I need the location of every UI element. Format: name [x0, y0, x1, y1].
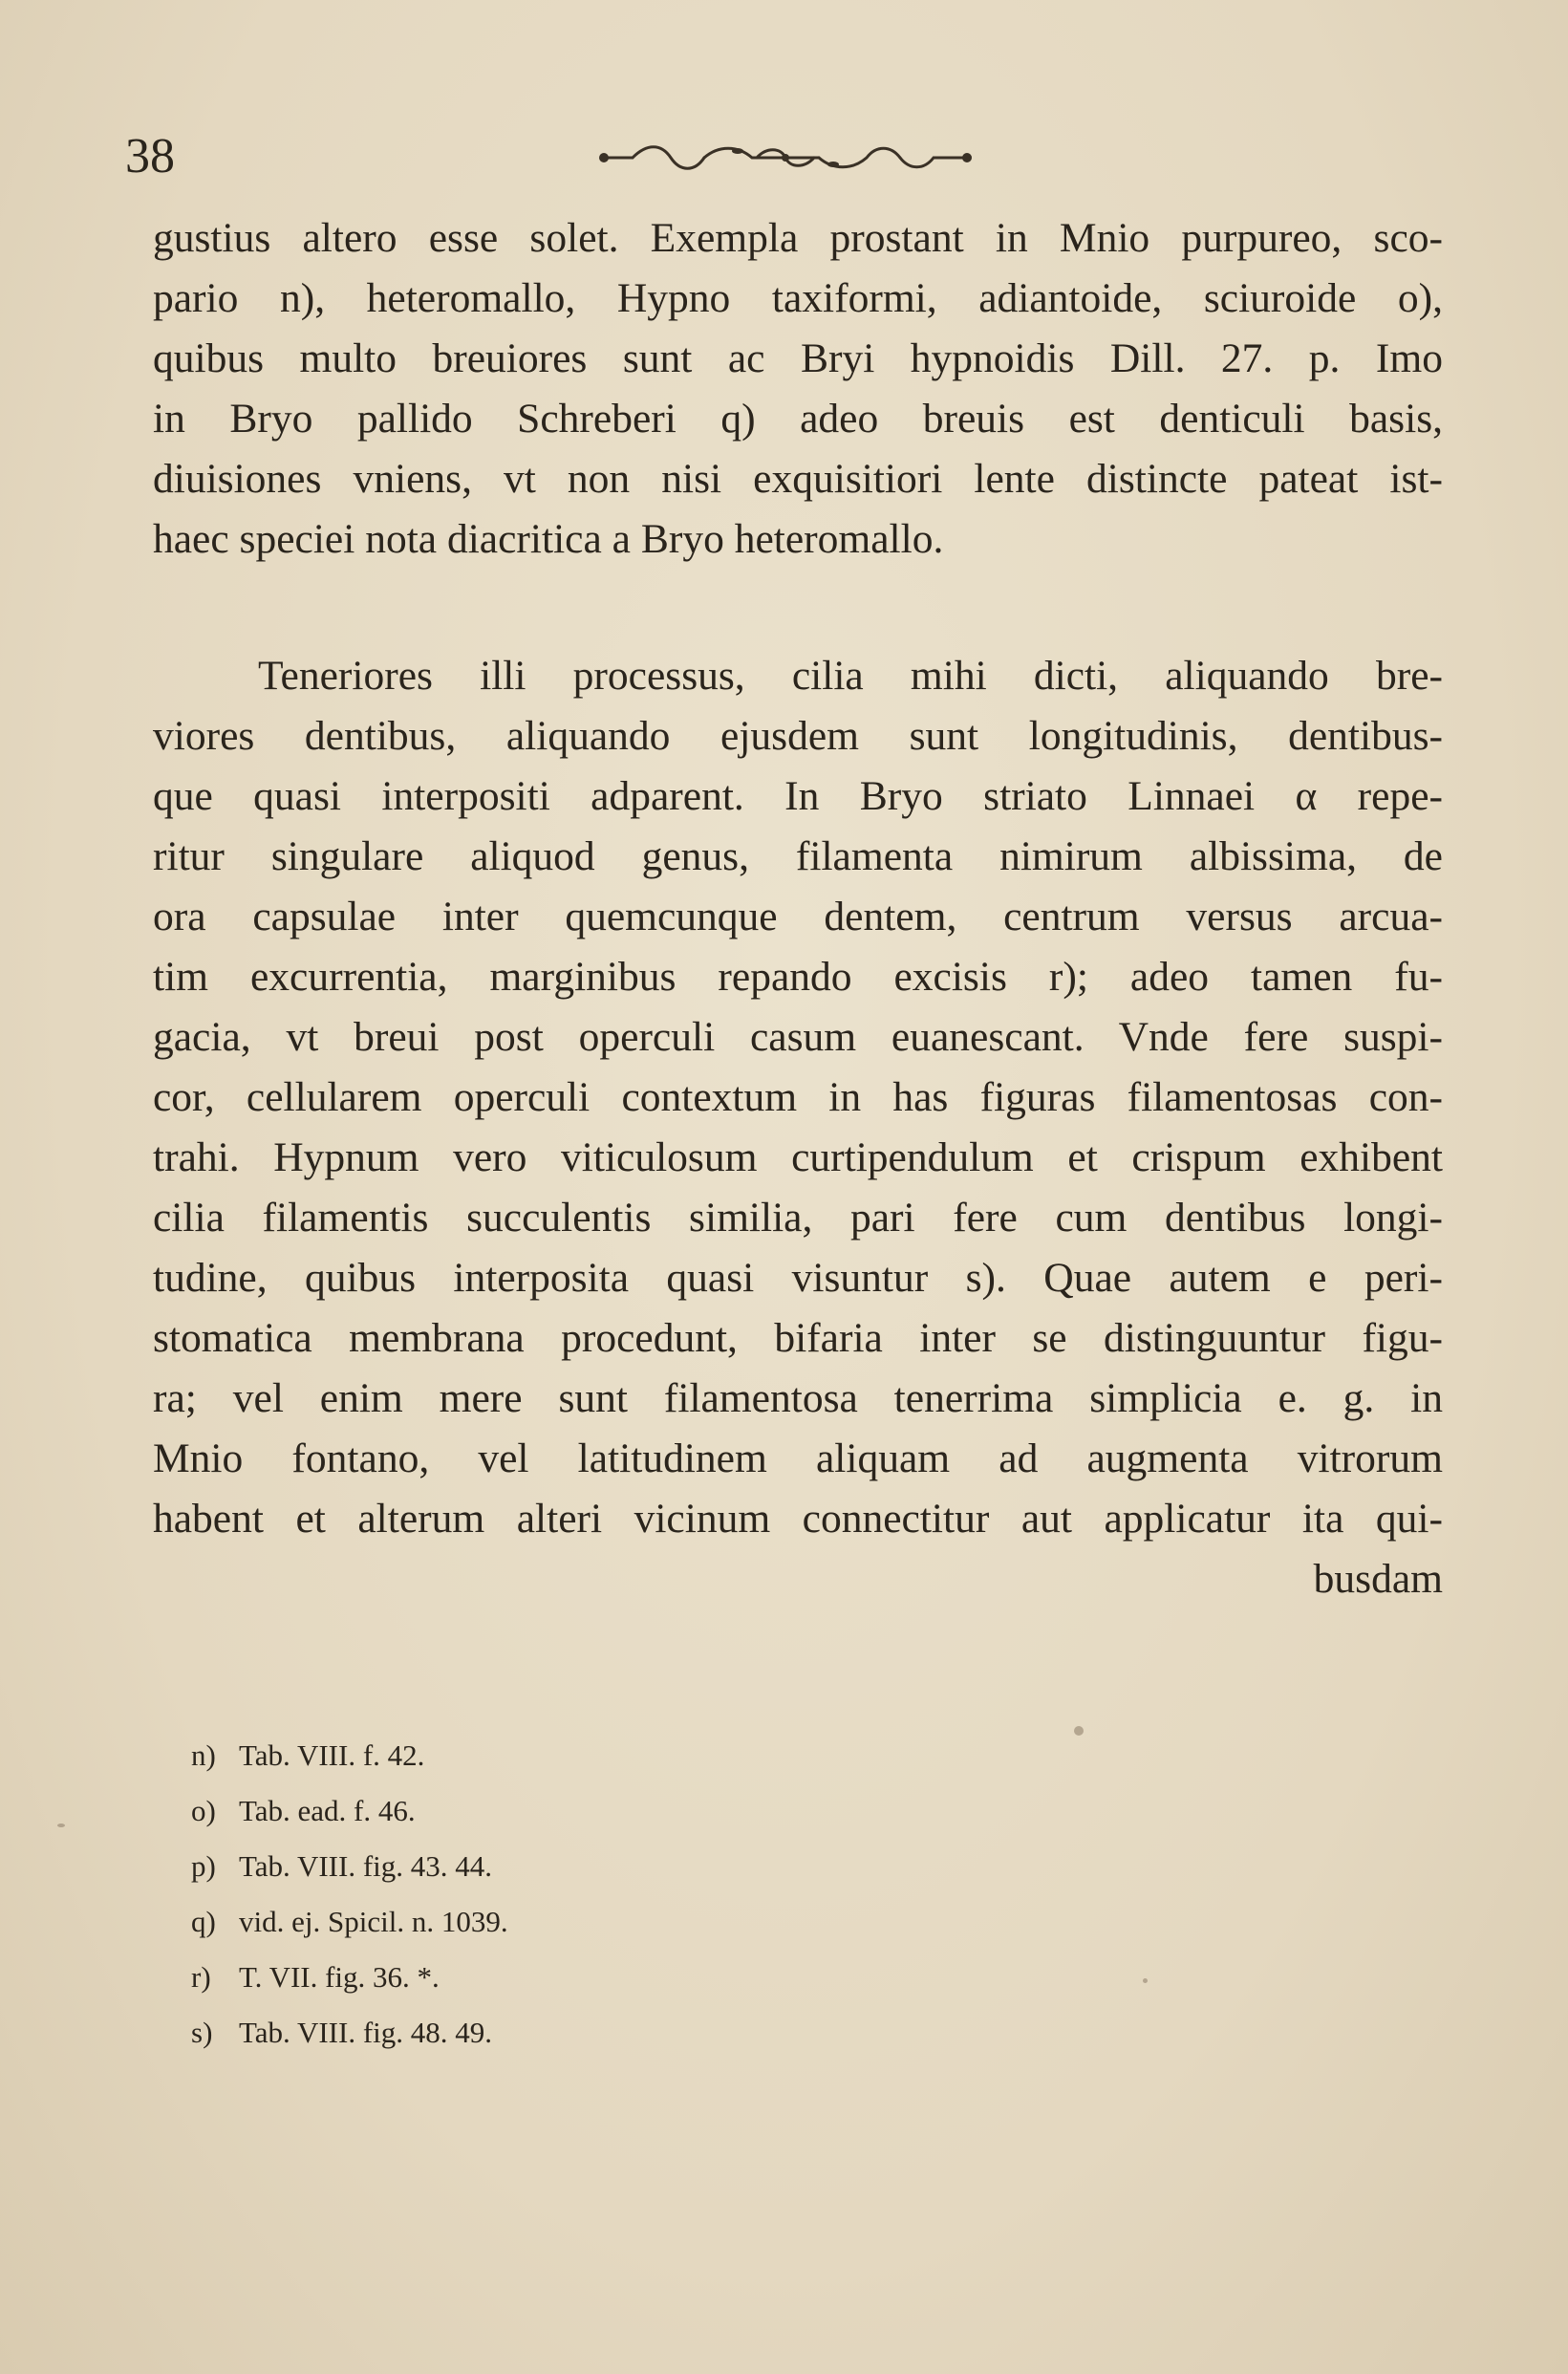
- text-line: haec speciei nota diacritica a Bryo heteromallo.: [153, 516, 944, 562]
- text-line: Mnio fontano, vel latitudinem aliquam ad augmenta vitrorum: [153, 1435, 1443, 1481]
- paper-speck: [1074, 1726, 1084, 1736]
- footnote-mark: o): [191, 1794, 216, 1827]
- footnote: [191, 2005, 508, 2061]
- text-line: trahi. Hypnum vero viticulosum curtipendulum et crispum exhibent: [153, 1134, 1443, 1180]
- text-line: Teneriores illi processus, cilia mihi dicti, aliquando bre-: [258, 653, 1443, 699]
- page-number: 38: [125, 129, 175, 183]
- text-line: quibus multo breuiores sunt ac Bryi hypnoidis Dill. 27. p. Imo: [153, 335, 1443, 381]
- paper-speck: [1143, 1978, 1148, 1983]
- footnote-text: vid. ej. Spicil. n. 1039.: [239, 1905, 508, 1938]
- text-line: viores dentibus, aliquando ejusdem sunt longitudinis, dentibus-: [153, 713, 1443, 759]
- footnote: [191, 1894, 508, 1950]
- body-text: [153, 208, 1443, 1609]
- text-line: gustius altero esse solet. Exempla prostant in Mnio purpureo, sco-: [153, 215, 1443, 261]
- footnote-text: Tab. VIII. fig. 43. 44.: [239, 1849, 493, 1883]
- text-line: in Bryo pallido Schreberi q) adeo breuis est denticuli basis,: [153, 396, 1443, 442]
- footnote: [191, 1783, 508, 1839]
- text-line: pario n), heteromallo, Hypno taxiformi, adiantoide, sciuroide o),: [153, 275, 1443, 321]
- footnote: [191, 1728, 508, 1783]
- footnotes: [191, 1728, 508, 2061]
- catchword: busdam: [1313, 1556, 1443, 1602]
- footnote: [191, 1839, 508, 1894]
- text-line: ra; vel enim mere sunt filamentosa tenerrima simplicia e. g. in: [153, 1375, 1443, 1421]
- footnote-text: T. VII. fig. 36. *.: [239, 1960, 440, 1994]
- text-line: gacia, vt breui post operculi casum euanescant. Vnde fere suspi-: [153, 1014, 1443, 1060]
- text-line: ritur singulare aliquod genus, filamenta nimirum albissima, de: [153, 833, 1443, 879]
- paper-speck: [57, 1824, 65, 1827]
- text-line: stomatica membrana procedunt, bifaria inter se distinguuntur figu-: [153, 1315, 1443, 1361]
- footnote-text: Tab. VIII. f. 42.: [239, 1738, 425, 1772]
- footnote-text: Tab. VIII. fig. 48. 49.: [239, 2016, 493, 2049]
- text-line: ora capsulae inter quemcunque dentem, centrum versus arcua-: [153, 894, 1443, 939]
- text-line: tim excurrentia, marginibus repando excisis r); adeo tamen fu-: [153, 954, 1443, 1000]
- footnote-mark: s): [191, 2016, 213, 2049]
- text-line: que quasi interpositi adparent. In Bryo striato Linnaei α repe-: [153, 773, 1443, 819]
- footnote-mark: p): [191, 1849, 216, 1883]
- text-line: habent et alterum alteri vicinum connectitur aut applicatur ita qui-: [153, 1496, 1443, 1542]
- footnote-mark: n): [191, 1738, 216, 1772]
- text-line: diuisiones vniens, vt non nisi exquisitiori lente distincte pateat ist-: [153, 456, 1443, 502]
- footnote-mark: q): [191, 1905, 216, 1938]
- footnote-mark: r): [191, 1960, 211, 1994]
- footnote: [191, 1950, 508, 2005]
- text-line: cor, cellularem operculi contextum in has figuras filamentosas con-: [153, 1074, 1443, 1120]
- text-line: cilia filamentis succulentis similia, pari fere cum dentibus longi-: [153, 1195, 1443, 1241]
- ornament-flourish: [594, 134, 977, 182]
- text-line: tudine, quibus interposita quasi visuntur s). Quae autem e peri-: [153, 1255, 1443, 1301]
- footnote-text: Tab. ead. f. 46.: [239, 1794, 416, 1827]
